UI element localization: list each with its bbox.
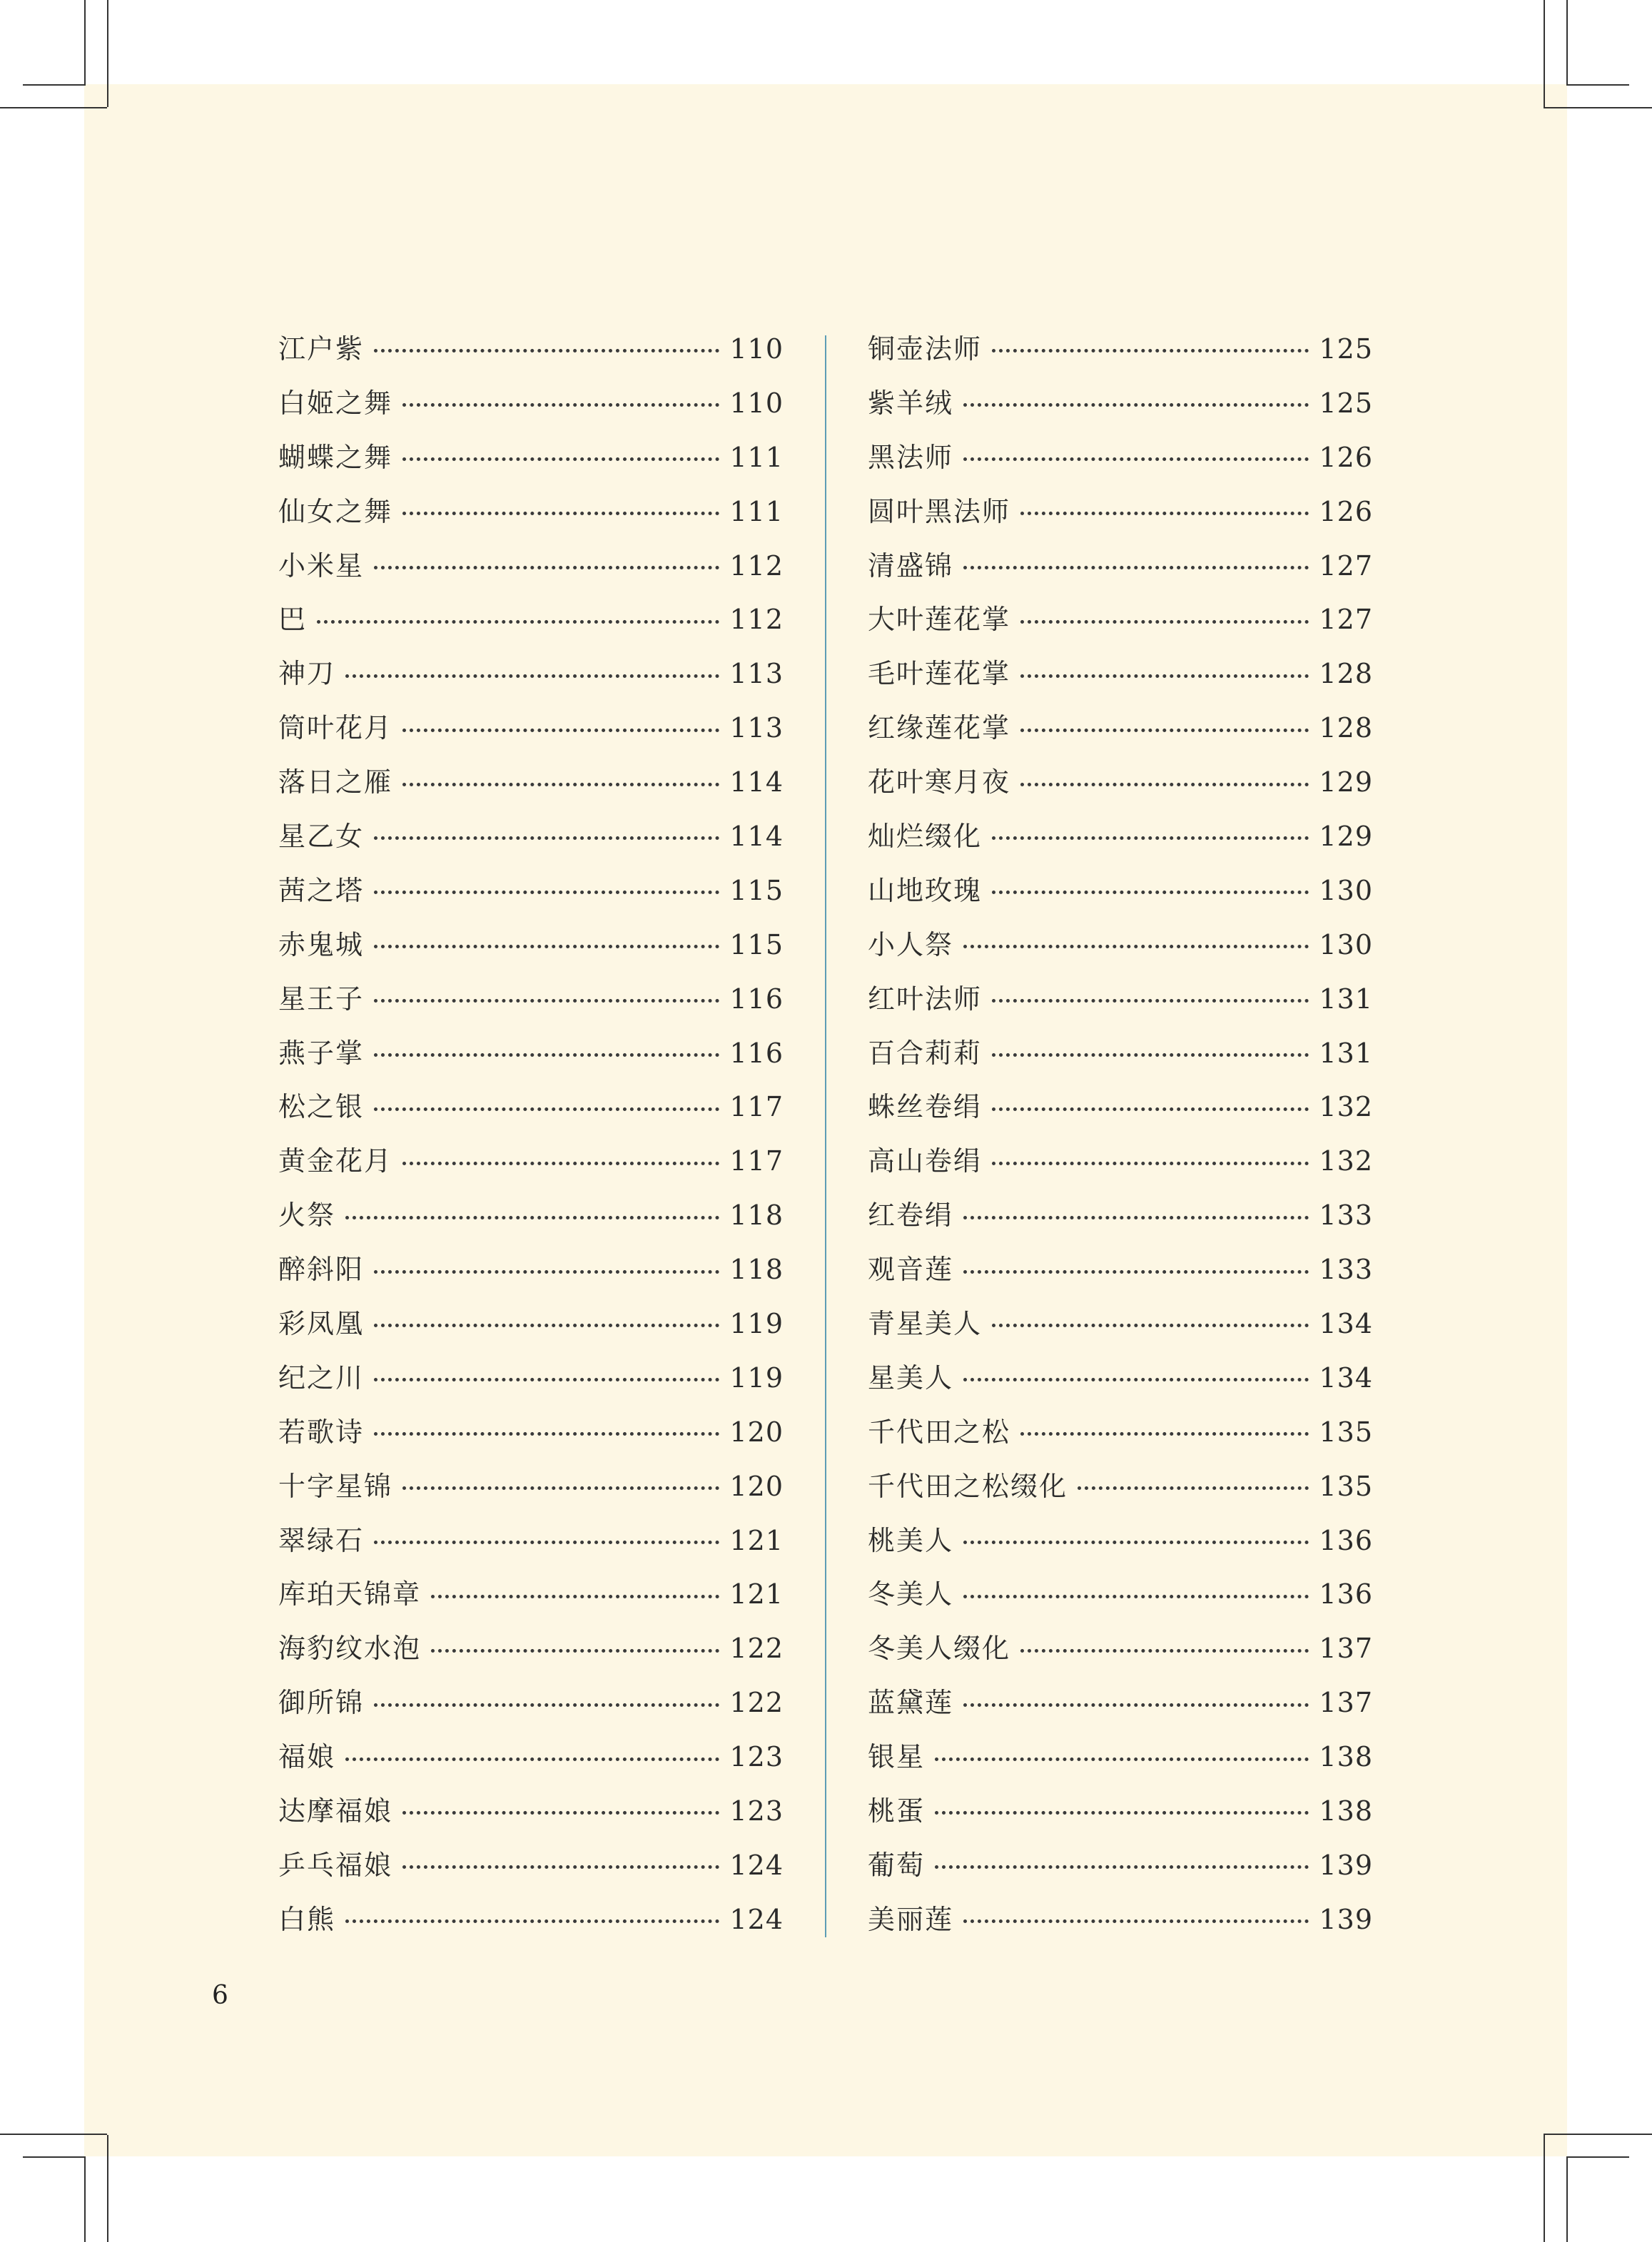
- toc-entry[interactable]: [868, 1839, 1373, 1893]
- crop-mark-top-right-vertical: [1544, 0, 1545, 107]
- toc-entry[interactable]: [278, 1135, 784, 1189]
- crop-mark-bottom-right-horizontal: [1544, 2134, 1652, 2135]
- toc-entry[interactable]: [278, 1514, 784, 1568]
- toc-entry-page: 137: [1319, 1687, 1373, 1719]
- toc-entry-title: 铜壶法师: [868, 333, 983, 365]
- toc-entry-title: 茜之塔: [278, 874, 365, 906]
- toc-entry[interactable]: [278, 864, 784, 918]
- toc-leader-dots: [374, 891, 719, 894]
- toc-entry-title: 白熊: [278, 1903, 336, 1935]
- toc-entry[interactable]: [278, 1406, 784, 1460]
- toc-leader-dots: [992, 836, 1309, 840]
- toc-entry-page: 110: [729, 387, 784, 419]
- toc-entry[interactable]: [278, 485, 784, 539]
- toc-entry-page: 133: [1319, 1199, 1373, 1232]
- toc-entry-title: 银星: [868, 1741, 926, 1773]
- toc-entry[interactable]: [868, 864, 1373, 918]
- toc-entry[interactable]: [868, 1243, 1373, 1297]
- toc-entry-title: 海豹纹水泡: [278, 1633, 422, 1665]
- toc-leader-dots: [402, 403, 719, 407]
- toc-entry[interactable]: [278, 377, 784, 431]
- toc-leader-dots: [992, 1053, 1309, 1057]
- toc-entry-title: 神刀: [278, 658, 336, 690]
- toc-entry-page: 111: [729, 495, 784, 527]
- toc-entry-page: 119: [729, 1361, 784, 1394]
- crop-mark-top-left-inner-horizontal: [23, 84, 86, 86]
- toc-entry[interactable]: [868, 1676, 1373, 1730]
- toc-entry-title: 星乙女: [278, 821, 365, 853]
- toc-entry-title: 山地玫瑰: [868, 874, 983, 906]
- toc-entry-title: 千代田之松: [868, 1416, 1011, 1448]
- toc-entry-page: 117: [729, 1145, 784, 1177]
- toc-leader-dots: [374, 945, 719, 948]
- page-number: 6: [212, 1981, 228, 2010]
- toc-leader-dots: [374, 1432, 719, 1436]
- toc-entry-title: 高山卷绢: [868, 1145, 983, 1177]
- toc-entry-title: 燕子掌: [278, 1037, 365, 1069]
- toc-leader-dots: [963, 945, 1309, 948]
- toc-leader-dots: [374, 349, 719, 352]
- toc-entry[interactable]: [278, 539, 784, 594]
- toc-entry-page: 123: [729, 1741, 784, 1773]
- toc-entry-title: 松之银: [278, 1091, 365, 1123]
- toc-entry-title: 圆叶黑法师: [868, 495, 1011, 527]
- toc-entry[interactable]: [868, 701, 1373, 756]
- toc-entry-page: 118: [729, 1254, 784, 1286]
- toc-entry-page: 119: [729, 1308, 784, 1340]
- toc-entry-title: 美丽莲: [868, 1903, 954, 1935]
- toc-entry-page: 115: [729, 874, 784, 906]
- toc-leader-dots: [963, 1378, 1309, 1381]
- toc-leader-dots: [1020, 729, 1309, 732]
- toc-entry[interactable]: [868, 1568, 1373, 1622]
- toc-entry[interactable]: [868, 377, 1373, 431]
- toc-entry[interactable]: [278, 810, 784, 864]
- toc-leader-dots: [1020, 1432, 1309, 1436]
- toc-leader-dots: [402, 1486, 719, 1490]
- toc-entry-page: 127: [1319, 549, 1373, 582]
- toc-entry-page: 125: [1319, 333, 1373, 365]
- toc-entry-page: 114: [729, 766, 784, 798]
- toc-leader-dots: [345, 1216, 719, 1219]
- toc-entry-title: 观音莲: [868, 1254, 954, 1286]
- toc-entry-page: 130: [1319, 874, 1373, 906]
- toc-entry-page: 127: [1319, 604, 1373, 636]
- toc-entry-title: 十字星锦: [278, 1470, 393, 1502]
- toc-leader-dots: [935, 1757, 1309, 1761]
- toc-leader-dots: [345, 674, 719, 678]
- crop-mark-bottom-left-horizontal: [0, 2134, 107, 2135]
- toc-entry-page: 131: [1319, 1037, 1373, 1069]
- toc-entry[interactable]: [868, 1297, 1373, 1351]
- toc-entry[interactable]: [868, 1080, 1373, 1135]
- toc-entry[interactable]: [278, 1080, 784, 1135]
- toc-leader-dots: [345, 1757, 719, 1761]
- toc-entry-title: 百合莉莉: [868, 1037, 983, 1069]
- toc-entry-title: 江户紫: [278, 333, 365, 365]
- toc-entry-page: 110: [729, 333, 784, 365]
- toc-entry-title: 桃美人: [868, 1524, 954, 1556]
- toc-entry[interactable]: [868, 485, 1373, 539]
- toc-entry-title: 蝴蝶之舞: [278, 441, 393, 473]
- toc-leader-dots: [374, 836, 719, 840]
- toc-entry-title: 福娘: [278, 1741, 336, 1773]
- crop-mark-top-left-horizontal: [0, 107, 107, 108]
- toc-leader-dots: [431, 1595, 719, 1598]
- toc-leader-dots: [963, 1541, 1309, 1544]
- toc-entry[interactable]: [278, 1730, 784, 1785]
- toc-leader-dots: [374, 1324, 719, 1327]
- toc-entry-title: 葡萄: [868, 1849, 926, 1881]
- toc-entry-page: 121: [729, 1578, 784, 1611]
- toc-entry-page: 123: [729, 1795, 784, 1827]
- toc-entry[interactable]: [278, 1351, 784, 1406]
- toc-entry-title: 火祭: [278, 1199, 336, 1232]
- toc-leader-dots: [1020, 674, 1309, 678]
- toc-leader-dots: [402, 1162, 719, 1165]
- toc-leader-dots: [1020, 620, 1309, 624]
- toc-entry-title: 若歌诗: [278, 1416, 365, 1448]
- toc-entry-title: 红缘莲花掌: [868, 712, 1011, 744]
- crop-mark-top-right-inner-vertical: [1566, 0, 1568, 84]
- toc-entry-title: 醉斜阳: [278, 1254, 365, 1286]
- crop-mark-bottom-right-inner-vertical: [1566, 2156, 1568, 2242]
- toc-left-column: [278, 323, 784, 1947]
- crop-mark-bottom-left-vertical: [107, 2135, 108, 2242]
- toc-entry-page: 134: [1319, 1308, 1373, 1340]
- toc-entry[interactable]: [868, 918, 1373, 973]
- toc-entry[interactable]: [278, 1893, 784, 1947]
- toc-entry[interactable]: [868, 1460, 1373, 1514]
- toc-entry-page: 125: [1319, 387, 1373, 419]
- toc-entry-title: 大叶莲花掌: [868, 604, 1011, 636]
- toc-entry-title: 黑法师: [868, 441, 954, 473]
- toc-entry-page: 138: [1319, 1741, 1373, 1773]
- toc-leader-dots: [992, 1162, 1309, 1165]
- toc-entry[interactable]: [278, 1676, 784, 1730]
- toc-entry[interactable]: [868, 1351, 1373, 1406]
- toc-entry[interactable]: [868, 973, 1373, 1027]
- toc-leader-dots: [935, 1811, 1309, 1815]
- toc-entry-title: 红叶法师: [868, 983, 983, 1015]
- toc-entry-title: 灿烂缀化: [868, 821, 983, 853]
- toc-entry-page: 131: [1319, 983, 1373, 1015]
- toc-leader-dots: [963, 1270, 1309, 1274]
- toc-leader-dots: [374, 1053, 719, 1057]
- crop-mark-top-right-horizontal: [1544, 107, 1652, 108]
- toc-leader-dots: [1020, 783, 1309, 786]
- toc-entry-page: 136: [1319, 1524, 1373, 1556]
- toc-entry-page: 136: [1319, 1578, 1373, 1611]
- toc-entry-title: 星美人: [868, 1361, 954, 1394]
- toc-entry[interactable]: [278, 1189, 784, 1243]
- toc-entry-page: 134: [1319, 1361, 1373, 1394]
- toc-entry-page: 132: [1319, 1145, 1373, 1177]
- toc-entry-title: 冬美人: [868, 1578, 954, 1611]
- toc-leader-dots: [374, 1703, 719, 1707]
- toc-entry-page: 116: [729, 1037, 784, 1069]
- toc-entry-title: 紫羊绒: [868, 387, 954, 419]
- toc-entry[interactable]: [278, 1027, 784, 1081]
- toc-leader-dots: [1020, 1649, 1309, 1653]
- toc-leader-dots: [992, 999, 1309, 1003]
- toc-entry-page: 133: [1319, 1254, 1373, 1286]
- toc-entry-page: 116: [729, 983, 784, 1015]
- toc-entry-title: 巴: [278, 604, 308, 636]
- toc-leader-dots: [402, 729, 719, 732]
- toc-entry-title: 星王子: [278, 983, 365, 1015]
- toc-leader-dots: [1020, 512, 1309, 515]
- toc-entry-title: 赤鬼城: [278, 928, 365, 960]
- toc-entry-title: 毛叶莲花掌: [868, 658, 1011, 690]
- toc-entry[interactable]: [868, 647, 1373, 701]
- toc-leader-dots: [374, 999, 719, 1003]
- toc-leader-dots: [402, 1811, 719, 1815]
- toc-entry-title: 千代田之松缀化: [868, 1470, 1068, 1502]
- toc-entry[interactable]: [868, 1514, 1373, 1568]
- toc-entry[interactable]: [278, 1839, 784, 1893]
- toc-leader-dots: [963, 403, 1309, 407]
- toc-entry[interactable]: [868, 1406, 1373, 1460]
- toc-leader-dots: [1078, 1486, 1309, 1490]
- toc-leader-dots: [935, 1865, 1309, 1869]
- toc-entry-page: 135: [1319, 1416, 1373, 1448]
- toc-entry-title: 小米星: [278, 549, 365, 582]
- toc-entry[interactable]: [868, 1027, 1373, 1081]
- toc-entry-page: 112: [729, 549, 784, 582]
- toc-entry-title: 白姬之舞: [278, 387, 393, 419]
- toc-leader-dots: [992, 1107, 1309, 1111]
- toc-entry[interactable]: [278, 1460, 784, 1514]
- toc-entry[interactable]: [868, 1730, 1373, 1785]
- crop-mark-top-right-inner-horizontal: [1566, 84, 1629, 86]
- toc-entry-title: 库珀天锦章: [278, 1578, 422, 1611]
- toc-leader-dots: [402, 457, 719, 461]
- toc-entry-title: 蛛丝卷绢: [868, 1091, 983, 1123]
- toc-leader-dots: [963, 566, 1309, 569]
- toc-entry-title: 冬美人缀化: [868, 1633, 1011, 1665]
- toc-entry[interactable]: [868, 431, 1373, 485]
- crop-mark-top-left-vertical: [107, 0, 108, 107]
- toc-leader-dots: [402, 783, 719, 786]
- toc-entry[interactable]: [278, 1622, 784, 1676]
- toc-entry-title: 落日之雁: [278, 766, 393, 798]
- toc-entry-title: 筒叶花月: [278, 712, 393, 744]
- toc-entry-title: 清盛锦: [868, 549, 954, 582]
- toc-entry-page: 132: [1319, 1091, 1373, 1123]
- toc-entry-page: 114: [729, 821, 784, 853]
- toc-entry[interactable]: [868, 810, 1373, 864]
- toc-leader-dots: [992, 891, 1309, 894]
- toc-leader-dots: [992, 1324, 1309, 1327]
- crop-mark-bottom-left-inner-vertical: [84, 2156, 86, 2242]
- crop-mark-top-left-inner-vertical: [84, 0, 86, 84]
- toc-leader-dots: [431, 1649, 719, 1653]
- toc-entry-title: 达摩福娘: [278, 1795, 393, 1827]
- toc-leader-dots: [317, 620, 719, 624]
- toc-entry-title: 纪之川: [278, 1361, 365, 1394]
- toc-entry-title: 小人祭: [868, 928, 954, 960]
- toc-entry-page: 113: [729, 658, 784, 690]
- column-divider: [825, 335, 826, 1937]
- toc-entry-page: 129: [1319, 821, 1373, 853]
- toc-leader-dots: [963, 1216, 1309, 1219]
- toc-entry-page: 124: [729, 1849, 784, 1881]
- toc-entry-title: 桃蛋: [868, 1795, 926, 1827]
- toc-leader-dots: [963, 1919, 1309, 1923]
- toc-entry-page: 126: [1319, 441, 1373, 473]
- toc-entry-title: 翠绿石: [278, 1524, 365, 1556]
- toc-entry-page: 120: [729, 1470, 784, 1502]
- toc-leader-dots: [374, 1378, 719, 1381]
- toc-entry-page: 124: [729, 1903, 784, 1935]
- toc-entry-page: 135: [1319, 1470, 1373, 1502]
- toc-entry-page: 121: [729, 1524, 784, 1556]
- toc-entry[interactable]: [868, 756, 1373, 810]
- toc-entry-page: 115: [729, 928, 784, 960]
- toc-entry-page: 113: [729, 712, 784, 744]
- toc-entry-title: 红卷绢: [868, 1199, 954, 1232]
- toc-entry[interactable]: [278, 1297, 784, 1351]
- toc-right-column: [868, 323, 1373, 1947]
- toc-entry-page: 126: [1319, 495, 1373, 527]
- toc-entry-title: 仙女之舞: [278, 495, 393, 527]
- toc-entry-title: 黄金花月: [278, 1145, 393, 1177]
- toc-entry-title: 青星美人: [868, 1308, 983, 1340]
- toc-entry[interactable]: [868, 1135, 1373, 1189]
- toc-entry-title: 花叶寒月夜: [868, 766, 1011, 798]
- toc-entry-page: 112: [729, 604, 784, 636]
- toc-entry[interactable]: [278, 431, 784, 485]
- toc-entry-page: 111: [729, 441, 784, 473]
- toc-entry-title: 蓝黛莲: [868, 1687, 954, 1719]
- toc-entry[interactable]: [868, 539, 1373, 594]
- crop-mark-bottom-left-inner-horizontal: [23, 2156, 86, 2158]
- crop-mark-bottom-right-inner-horizontal: [1566, 2156, 1629, 2158]
- toc-entry-page: 139: [1319, 1903, 1373, 1935]
- toc-entry-page: 137: [1319, 1633, 1373, 1665]
- toc-entry-title: 乒乓福娘: [278, 1849, 393, 1881]
- toc-entry[interactable]: [868, 1785, 1373, 1839]
- toc-entry[interactable]: [278, 756, 784, 810]
- toc-leader-dots: [963, 1595, 1309, 1598]
- toc-leader-dots: [963, 457, 1309, 461]
- toc-entry[interactable]: [278, 973, 784, 1027]
- toc-entry-title: 彩凤凰: [278, 1308, 365, 1340]
- toc-entry[interactable]: [868, 1893, 1373, 1947]
- toc-entry-page: 139: [1319, 1849, 1373, 1881]
- toc-entry-page: 130: [1319, 928, 1373, 960]
- toc-leader-dots: [374, 1541, 719, 1544]
- toc-entry[interactable]: [278, 593, 784, 647]
- toc-entry-page: 138: [1319, 1795, 1373, 1827]
- toc-leader-dots: [345, 1919, 719, 1923]
- toc-entry[interactable]: [278, 1785, 784, 1839]
- toc-entry[interactable]: [868, 1189, 1373, 1243]
- toc-entry-page: 122: [729, 1633, 784, 1665]
- toc-entry-page: 128: [1319, 658, 1373, 690]
- toc-entry-page: 128: [1319, 712, 1373, 744]
- toc-leader-dots: [402, 1865, 719, 1869]
- toc-entry[interactable]: [278, 323, 784, 377]
- toc-entry[interactable]: [278, 701, 784, 756]
- toc-entry[interactable]: [278, 1243, 784, 1297]
- toc-leader-dots: [992, 349, 1309, 352]
- toc-entry[interactable]: [278, 647, 784, 701]
- toc-entry-page: 129: [1319, 766, 1373, 798]
- toc-leader-dots: [963, 1703, 1309, 1707]
- toc-entry-page: 120: [729, 1416, 784, 1448]
- toc-leader-dots: [374, 1270, 719, 1274]
- toc-entry[interactable]: [868, 323, 1373, 377]
- toc-entry[interactable]: [868, 1622, 1373, 1676]
- toc-leader-dots: [374, 1107, 719, 1111]
- crop-mark-bottom-right-vertical: [1544, 2135, 1545, 2242]
- toc-entry-page: 118: [729, 1199, 784, 1232]
- toc-entry[interactable]: [278, 918, 784, 973]
- toc-entry-page: 117: [729, 1091, 784, 1123]
- toc-leader-dots: [402, 512, 719, 515]
- toc-entry[interactable]: [868, 593, 1373, 647]
- toc-entry-title: 御所锦: [278, 1687, 365, 1719]
- toc-entry[interactable]: [278, 1568, 784, 1622]
- toc-entry-page: 122: [729, 1687, 784, 1719]
- toc-leader-dots: [374, 566, 719, 569]
